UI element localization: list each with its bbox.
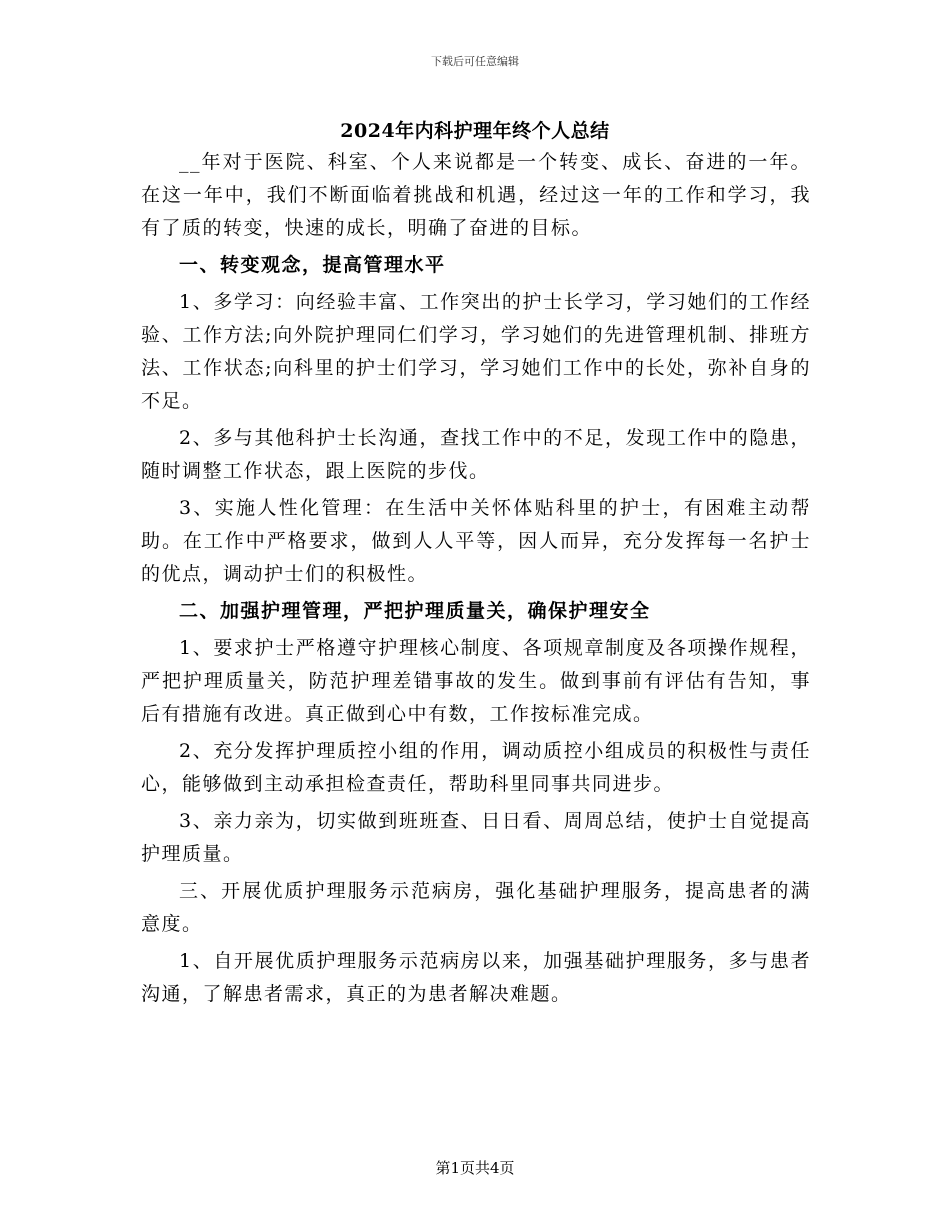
page-indicator: 第1页共4页 (435, 1159, 515, 1177)
paragraph: 3、亲力亲为，切实做到班班查、日日看、周周总结，使护士自觉提高护理质量。 (141, 810, 811, 865)
paragraph: 3、实施人性化管理：在生活中关怀体贴科里的护士，有困难主动帮助。在工作中严格要求，做到人人平等，因人而异，充分发挥每一名护士的优点，调动护士们的积极性。 (141, 497, 811, 585)
document-body (141, 146, 811, 1015)
paragraph: 2、充分发挥护理质控小组的作用，调动质控小组成员的积极性与责任心，能够做到主动承担检查责任，帮助科里同事共同进步。 (141, 740, 811, 795)
paragraph-section-3: 三、开展优质护理服务示范病房，强化基础护理服务，提高患者的满意度。 (141, 880, 811, 935)
paragraph: 1、多学习：向经验丰富、工作突出的护士长学习，学习她们的工作经验、工作方法;向外院护理同仁们学习，学习她们的先进管理机制、排班方法、工作状态;向科里的护士们学习，学习她们工作中的长处，弥补自身的不足。 (141, 291, 811, 412)
header-note: 下载后可任意编辑 (431, 55, 519, 68)
paragraph: 2、多与其他科护士长沟通，查找工作中的不足，发现工作中的隐患，随时调整工作状态，跟上医院的步伐。 (141, 427, 811, 482)
document-title: 2024年内科护理年终个人总结 (340, 120, 610, 142)
section-heading-2: 二、加强护理管理，严把护理质量关，确保护理安全 (179, 600, 651, 622)
paragraph: 1、要求护士严格遵守护理核心制度、各项规章制度及各项操作规程，严把护理质量关，防范护理差错事故的发生。做到事前有评估有告知，事后有措施有改进。真正做到心中有数，工作按标准完成。 (141, 637, 811, 725)
section-heading-1: 一、转变观念，提高管理水平 (179, 254, 446, 276)
paragraph-intro: __年对于医院、科室、个人来说都是一个转变、成长、奋进的一年。在这一年中，我们不断面临着挑战和机遇，经过这一年的工作和学习，我有了质的转变，快速的成长，明确了奋进的目标。 (141, 151, 811, 239)
paragraph: 1、自开展优质护理服务示范病房以来，加强基础护理服务，多与患者沟通，了解患者需求，真正的为患者解决难题。 (141, 950, 811, 1005)
